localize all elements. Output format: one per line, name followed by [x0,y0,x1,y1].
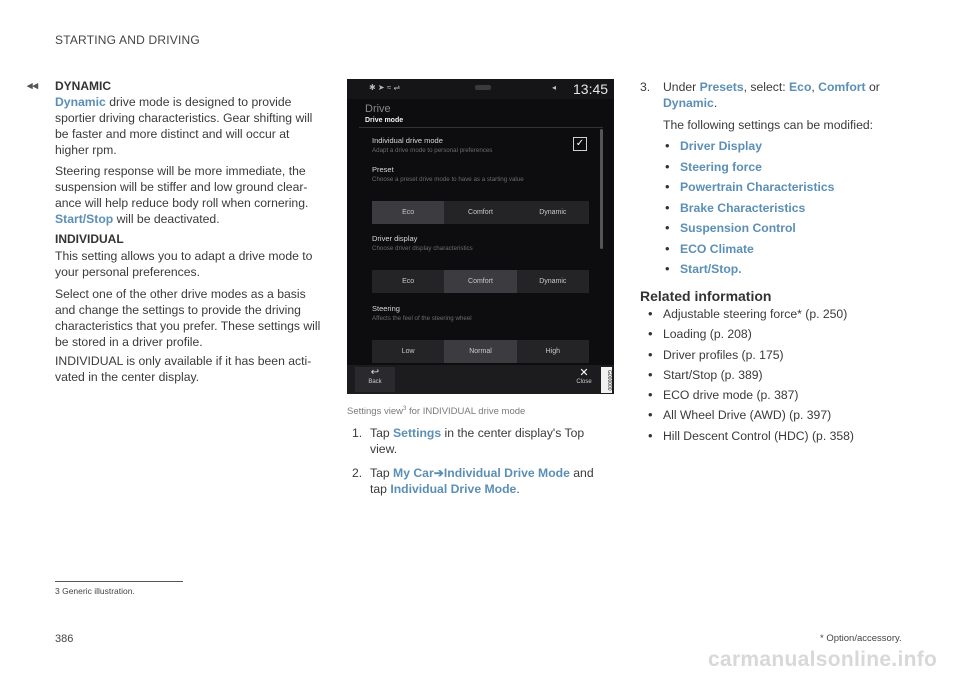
preset-option[interactable]: Comfort [444,201,516,224]
dynamic-link[interactable]: Dynamic [55,95,106,109]
center-display-image [347,79,614,394]
footnote: 3 Generic illustration. [55,586,135,596]
individual-checkbox[interactable]: ✓ [573,137,587,151]
driver-display-sub: Choose driver display characteristics [372,245,473,252]
list-item: • Steering force [663,159,908,180]
settings-list [663,138,908,282]
driver-display-label: Driver display [372,234,418,243]
list-item: • Brake Characteristics [663,200,908,221]
preset-label: Preset [372,165,394,174]
step-3-number: 3. [640,80,651,94]
steering-label: Steering [372,304,400,313]
list-item: • ECO Climate [663,241,908,262]
dynamic-paragraph-2: Steering response will be more immediate, the suspension will be stiffer and low ground clear-ance will help reduce body roll when cornering. Start/Stop will be deactivated. [55,164,309,226]
driver-display-selector [372,270,589,293]
steering-option[interactable]: High [517,340,589,363]
step-2-number: 2. [352,466,363,480]
comfort-link[interactable]: Comfort [818,80,866,94]
back-icon: ↩ [370,367,380,378]
settings-link[interactable]: Settings [393,426,442,440]
individual-drive-mode-link[interactable]: Individual Drive Mode [443,466,570,480]
related-item[interactable]: • Loading (p. 208) [646,326,916,346]
back-button[interactable]: ↩ Back [355,367,395,392]
image-code: G000000 [601,367,612,393]
divider [359,127,603,128]
display-option[interactable]: Eco [372,270,444,293]
individual-mode-label: Individual drive mode [372,136,443,145]
list-item: • Powertrain Characteristics [663,179,908,200]
status-icons: ✱ ➤ ≈ ⇌ [369,83,401,92]
related-item[interactable]: • Driver profiles (p. 175) [646,347,916,367]
watermark: carmanualsonline.info [708,648,938,671]
presets-link[interactable]: Presets [699,80,744,94]
option-note: * Option/accessory. [820,633,902,644]
individual-drive-mode-link-2[interactable]: Individual Drive Mode [390,482,517,496]
close-button[interactable]: ✕ Close [569,367,599,392]
volume-icon: ◂ [552,83,557,92]
steering-sub: Affects the feel of the steering wheel [372,315,472,322]
related-heading: Related information [640,288,772,304]
footnote-rule [55,581,183,582]
steering-selector [372,340,589,363]
display-option[interactable]: Comfort [444,270,516,293]
individual-heading: INDIVIDUAL [55,232,124,246]
page-number: 386 [55,633,74,645]
related-item[interactable]: • ECO drive mode (p. 387) [646,387,916,407]
dynamic-heading: DYNAMIC [55,79,111,93]
figure-caption: Settings view$^3$ for INDIVIDUAL drive mode [347,406,526,418]
related-item[interactable]: • All Wheel Drive (AWD) (p. 397) [646,407,916,427]
start-stop-link[interactable]: Start/Stop [55,212,114,226]
related-item[interactable]: • Hill Descent Control (HDC) (p. 358) [646,428,916,448]
step-1: Tap Settings in the center display's Top view. [370,426,585,456]
steering-option[interactable]: Low [372,340,444,363]
step-3-intro: The following settings can be modified: [663,118,874,132]
related-item[interactable]: • Start/Stop (p. 389) [646,367,916,387]
individual-mode-sub: Adapt a drive mode to personal preferences [372,147,493,154]
scrollbar[interactable] [600,129,603,249]
close-icon: ✕ [579,367,589,379]
clock: 13:45 [573,81,609,97]
preset-option[interactable]: Eco [372,201,444,224]
related-list [646,306,916,448]
step-3: Under Presets, select: Eco, Comfort or Dynamic. [663,80,880,110]
related-item[interactable]: • Adjustable steering force* (p. 250) [646,306,916,326]
individual-paragraph-2: Select one of the other drive modes as a basis and change the settings to provide the driving characteristics that you prefer. These settings will be stored in a driver profile. [55,287,321,349]
dynamic-link-2[interactable]: Dynamic [663,96,714,110]
steering-option[interactable]: Normal [444,340,516,363]
my-car-link[interactable]: My Car [393,466,434,480]
list-item: • Suspension Control [663,220,908,241]
eco-link[interactable]: Eco [789,80,812,94]
individual-paragraph-1: This setting allows you to adapt a drive mode to your personal preferences. [55,249,313,279]
step-1-number: 1. [352,426,363,440]
list-item: • Start/Stop. [663,261,908,282]
screen-subtitle: Drive mode [365,117,404,124]
display-option[interactable]: Dynamic [517,270,589,293]
continued-icon: ◂◂ [27,80,39,92]
preset-option[interactable]: Dynamic [517,201,589,224]
arrow-icon: ➔ [433,466,444,480]
screen-title: Drive [365,103,391,115]
list-item: • Driver Display [663,138,908,159]
handle-icon [475,85,491,90]
preset-sub: Choose a preset drive mode to have as a starting value [372,176,524,183]
dynamic-paragraph-1: Dynamic drive mode is designed to provide sportier driving characteristics. Gear shifting will be faster and more distinct and will occur at higher rpm. [55,95,313,157]
page-header-title: STARTING AND DRIVING [55,33,200,47]
preset-selector [372,201,589,224]
individual-paragraph-3: INDIVIDUAL is only available if it has been acti-vated in the center display. [55,354,312,384]
step-2: Tap My Car➔Individual Drive Mode and tap Individual Drive Mode. [370,466,594,496]
